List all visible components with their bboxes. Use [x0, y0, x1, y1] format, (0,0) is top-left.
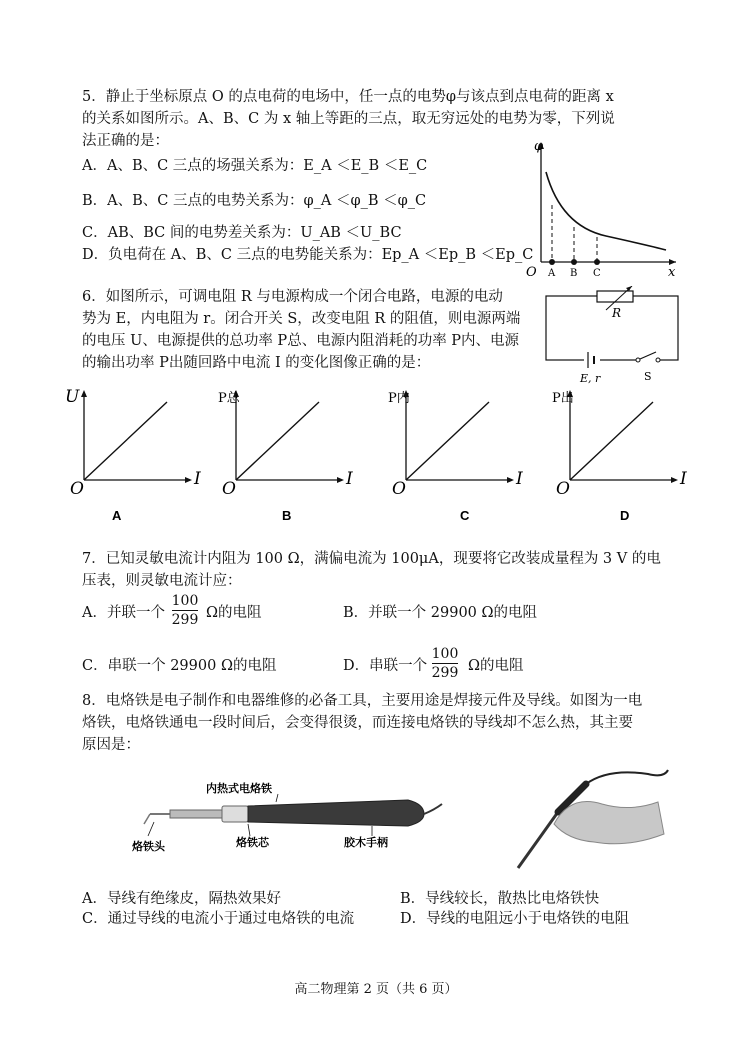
label-a: A: [548, 268, 556, 278]
q5-option-b: B．A、B、C 三点的电势关系为：φ_A ＜φ_B ＜φ_C: [82, 193, 427, 209]
iron-core: [170, 810, 222, 818]
numerator: 100: [431, 646, 459, 662]
option-label: B: [282, 508, 292, 520]
label-iron-core: 烙铁芯: [236, 836, 269, 849]
q5-option-d: D．负电荷在 A、B、C 三点的电势能关系为：Ep_A ＜Ep_B ＜Ep_C: [82, 247, 534, 263]
q8-option-c: C．通过导线的电流小于通过电烙铁的电流: [82, 911, 355, 927]
y-label: φ: [534, 139, 544, 154]
q7-option-b: B．并联一个 29900 Ω的电阻: [343, 605, 538, 621]
y-label: P出: [552, 391, 574, 406]
q7-line2: 压表，则灵敏电流计应：: [82, 573, 242, 589]
x-label: I: [346, 469, 353, 489]
q6-line2: 势为 E，内电阻为 r。闭合开关 S，改变电阻 R 的阻值，则电源两端: [82, 311, 521, 327]
hand: [554, 802, 664, 844]
x-arrow-icon: [185, 477, 192, 483]
q7-option-a-suffix: Ω的电阻: [206, 605, 262, 621]
q7-option-d-fraction: [430, 645, 460, 682]
q6-graph-a: [62, 384, 202, 520]
y-label: P内: [388, 391, 410, 406]
q6-line3: 的电压 U、电源提供的总功率 P总、电源内阻消耗的功率 P内、电源: [82, 333, 520, 349]
option-label: C: [460, 508, 470, 520]
q6-graph-b: [214, 384, 364, 520]
q5-option-a: A．A、B、C 三点的场强关系为：E_A ＜E_B ＜E_C: [82, 158, 428, 174]
denominator: 299: [431, 665, 459, 681]
graph-line: [406, 402, 489, 480]
option-label: D: [620, 508, 630, 520]
x-label: x: [668, 265, 676, 278]
q7-option-a-fraction: [170, 592, 200, 629]
q6-line4: 的输出功率 P出随回路中电流 I 的变化图像正确的是：: [82, 355, 431, 371]
label-iron-type: 内热式电烙铁: [206, 782, 272, 795]
resistor-label: R: [612, 306, 622, 320]
q7-line1: 7．已知灵敏电流计内阻为 100 Ω，满偏电流为 100μA，现要将它改装成量程为 3 V 的电: [82, 551, 661, 567]
point-c: [594, 259, 600, 265]
label-b: B: [570, 268, 578, 278]
source-label: E, r: [580, 372, 601, 384]
label-iron-handle: 胶木手柄: [344, 836, 388, 849]
q8-option-d: D．导线的电阻远小于电烙铁的电阻: [400, 911, 630, 927]
q5-line1: 5．静止于坐标原点 O 的点电荷的电场中，任一点的电势φ与该点到点电荷的距离 x: [82, 89, 614, 105]
q8-option-a: A．导线有绝缘皮，隔热效果好: [82, 891, 281, 907]
q5-potential-graph: [516, 136, 688, 278]
q5-option-c: C．AB、BC 间的电势差关系为：U_AB ＜U_BC: [82, 225, 402, 241]
q8-line3: 原因是：: [82, 737, 140, 753]
resistor-icon: [597, 291, 633, 302]
iron-collar: [222, 806, 248, 822]
x-arrow-icon: [337, 477, 344, 483]
q8-line1: 8．电烙铁是电子制作和电器维修的必备工具，主要用途是焊接元件及导线。如图为一电: [82, 693, 643, 709]
graph-line: [570, 402, 653, 480]
soldering-iron-image: [128, 774, 448, 854]
iron-cord: [424, 804, 442, 814]
origin-label: O: [222, 479, 236, 499]
option-label: A: [112, 508, 122, 520]
origin-label: O: [392, 479, 406, 499]
page-footer: 高二物理第 2 页（共 6 页）: [294, 982, 458, 997]
potential-curve: [546, 172, 666, 250]
x-label: I: [516, 469, 523, 489]
y-label: P总: [218, 391, 240, 406]
iron-tip: [518, 812, 558, 868]
q7-option-d-prefix: D．串联一个: [343, 658, 428, 674]
origin-label: O: [526, 265, 537, 278]
point-a: [549, 259, 555, 265]
x-label: I: [680, 469, 687, 489]
numerator: 100: [171, 593, 199, 609]
q6-circuit: [540, 286, 690, 384]
denominator: 299: [171, 612, 199, 628]
graph-line: [84, 402, 167, 480]
x-arrow-icon: [671, 477, 678, 483]
origin-label: O: [70, 479, 84, 499]
x-arrow-icon: [507, 477, 514, 483]
iron-handle: [248, 800, 424, 826]
q7-option-d-suffix: Ω的电阻: [468, 658, 524, 674]
q6-graph-d: [548, 384, 698, 520]
q5-line2: 的关系如图所示。A、B、C 为 x 轴上等距的三点，取无穷远处的电势为零，下列说: [82, 111, 615, 127]
q6-graph-c: [384, 384, 534, 520]
origin-label: O: [556, 479, 570, 499]
q7-option-c: C．串联一个 29900 Ω的电阻: [82, 658, 277, 674]
q5-line3: 法正确的是：: [82, 133, 169, 149]
q8-line2: 烙铁，电烙铁通电一段时间后，会变得很烫，而连接电烙铁的导线却不怎么热，其主要: [82, 715, 633, 731]
switch-label: S: [644, 370, 652, 383]
iron-cord: [586, 770, 668, 784]
y-arrow-icon: [81, 390, 87, 397]
q8-option-b: B．导线较长，散热比电烙铁快: [400, 891, 600, 907]
x-label: I: [194, 469, 201, 489]
q7-option-a-prefix: A．并联一个: [82, 605, 165, 621]
point-b: [571, 259, 577, 265]
hand-holding-iron-image: [498, 764, 670, 874]
y-label: U: [65, 387, 80, 407]
graph-line: [236, 402, 319, 480]
label-iron-tip: 烙铁头: [132, 840, 165, 853]
q6-line1: 6．如图所示，可调电阻 R 与电源构成一个闭合电路，电源的电动: [82, 289, 503, 305]
label-c: C: [593, 268, 601, 278]
